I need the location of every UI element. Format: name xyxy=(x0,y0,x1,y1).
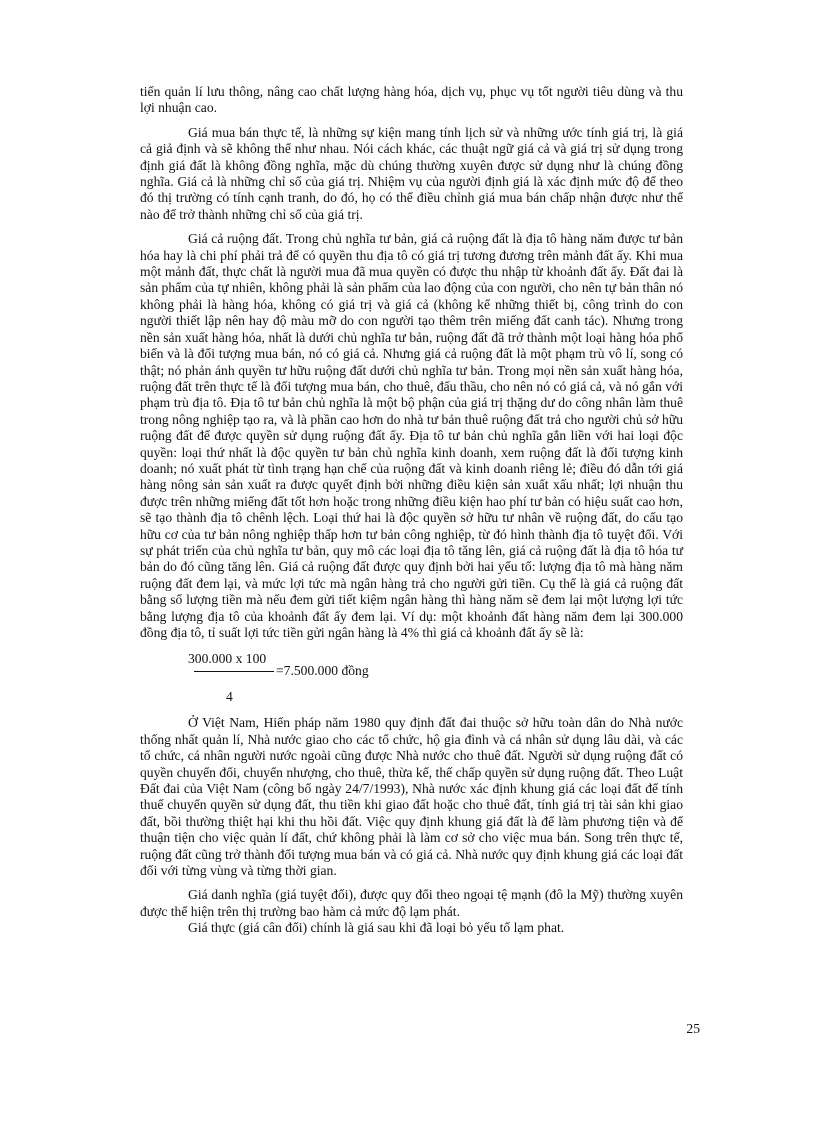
formula-result: =7.500.000 đồng xyxy=(276,663,369,679)
price-formula xyxy=(140,647,683,707)
paragraph-6: Giá thực (giá cân đối) chính là giá sau khi đã loại bỏ yếu tố lạm phat. xyxy=(188,920,565,936)
paragraph-4: Ở Việt Nam, Hiến pháp năm 1980 quy định đất đai thuộc sở hữu toàn dân do Nhà nước thống nhất quản lí, Nhà nước giao cho các tổ chức, hộ gia đình và cá nhân sử dụng lâu dài, và các tổ chức, cá nhân người nước ngoài cũng được Nhà nước cho thuê đất. Người sử dụng ruộng đất có quyền chuyển đổi, chuyển nhượng, cho thuê, thừa kế, thế chấp quyền sử dụng ruộng đất. Theo Luật Đất đai của Việt Nam (công bố ngày 24/7/1993), Nhà nước xác định khung giá các loại đất để tính thuế chuyển quyền sử dụng đất, thu tiền khi giao đất hoặc cho thuê đất, tính giá trị tài sản khi giao đất, bồi thường thiệt hại khi thu hồi đất. Việc quy định khung giá đất là để làm phương tiện và để thuận tiện cho việc quản lí đất, chứ không phải là làm cơ sở cho việc mua bán. Song trên thực tế, ruộng đất cũng trở thành đối tượng mua bán và có giá cả. Nhà nước quy định khung giá các loại đất đối với từng vùng và từng thời gian. xyxy=(140,715,683,879)
paragraph-3: Giá cả ruộng đất. Trong chủ nghĩa tư bản, giá cả ruộng đất là địa tô hàng năm được tư bản hóa hay là chi phí phải trả để có quyền thu địa tô có giá trị tương đương trên mảnh đất ấy. Khi mua một mảnh đất, thực chất là người mua đã mua quyền có được thu nhập từ khoảnh đất ấy. Đất đai là sản phẩm của tự nhiên, không phải là sản phẩm của lao động của con người, cho nên tự bản thân nó không phải là hàng hóa, không có giá trị và giá cả (không kể những thiết bị, công trình do con người thiết lập nên hay độ màu mỡ do con người tạo thêm trên miếng đất canh tác). Nhưng trong nền sản xuất hàng hóa, nhất là dưới chủ nghĩa tư bản, ruộng đất đã trở thành một loại hàng hóa phổ biến và là đối tượng mua bán, nó có giá cả. Nhưng giá cả ruộng đất là một phạm trù vô lí, song có thật; nó phản ánh quyền tư hữu ruộng đất dưới chủ nghĩa tư bản. Trong mọi nền sản xuất hàng hóa, ruộng đất trên thực tế là đối tượng mua bán, cho thuê, đấu thầu, cho nên nó có giá cả, và nó gắn với phạm trù địa tô. Địa tô tư bản chủ nghĩa là một bộ phận của giá trị thặng dư do công nhân làm thuê trong nông nghiệp tạo ra, và là phần cao hơn do nhà tư bản thuê ruộng đất trả cho người chủ sở hữu ruộng đất để được quyền sử dụng ruộng đất ấy. Địa tô tư bản chủ nghĩa gắn liền với hai loại độc quyền: loại thứ nhất là độc quyền tư bản chủ nghĩa kinh doanh, xem ruộng đất là đối tượng kinh doanh; nó xuất phát từ tình trạng hạn chế của ruộng đất và kinh doanh riêng lẻ; điều đó dẫn tới giá hàng nông sản sản xuất ra được quyết định bởi những điều kiện sản xuất xấu nhất; lợi nhuận thu được trên những miếng đất tốt hơn hoặc trong những điều kiện hao phí tư bản có hiệu suất cao hơn, sẽ tạo thành địa tô chênh lệch. Loại thứ hai là độc quyền sở hữu tư nhân về ruộng đất, do cấu tạo hữu cơ của tư bản nông nghiệp thấp hơn tư bản công nghiệp, từ đó hình thành địa tô tuyệt đối. Với sự phát triển của chủ nghĩa tư bản, quy mô các loại địa tô tăng lên, giá cả ruộng đất là địa tô hóa tư bản do đó cũng tăng lên. Giá cả ruộng đất được quy định bởi hai yếu tố: lượng địa tô mà hàng năm ruộng đất đem lại, và mức lợi tức mà ngân hàng trả cho người gửi tiền. Cụ thể là giá cả ruộng đất bằng số lượng tiền mà nếu đem gửi tiết kiệm ngân hàng thì hàng năm sẽ đem lại một lượng lợi tức bằng lượng địa tô của khoảnh đất ấy đem lại. Ví dụ: một khoảnh đất hàng năm đem lại 300.000 đồng địa tô, tỉ suất lợi tức tiền gửi ngân hàng là 4% thì giá cả khoảnh đất ấy sẽ là: xyxy=(140,231,683,640)
page-number: 25 xyxy=(686,1021,700,1036)
paragraph-5: Giá danh nghĩa (giá tuyệt đối), được quy đổi theo ngoại tệ mạnh (đô la Mỹ) thường xuyên được thể hiện trên thị trường bao hàm cả mức độ lạm phát. xyxy=(140,887,683,919)
formula-denominator: 4 xyxy=(226,689,233,705)
fraction-line xyxy=(194,671,274,672)
formula-numerator: 300.000 x 100 xyxy=(188,651,267,667)
paragraph-2: Giá mua bán thực tế, là những sự kiện mang tính lịch sử và những ước tính giá trị, là giá cả giả định và sẽ không thể như nhau. Nói cách khác, các thuật ngữ giá cả và giá trị sử dụng trong định giá đất là không đồng nghĩa, mặc dù chúng thường xuyên được sử dụng như là chúng đồng nghĩa. Giá cả là những chỉ số của giá trị. Nhiệm vụ của người định giá là xác định mức độ để theo đó thị trường có tính cạnh tranh, do đó, họ có thể điều chỉnh giá mua bán chấp nhận được như thế nào để trở thành những chỉ số của giá trị. xyxy=(140,124,683,222)
paragraph-1: tiến quản lí lưu thông, nâng cao chất lượng hàng hóa, dịch vụ, phục vụ tốt người tiêu dùng và thu lợi nhuận cao. xyxy=(140,84,683,116)
document-body xyxy=(140,84,683,937)
